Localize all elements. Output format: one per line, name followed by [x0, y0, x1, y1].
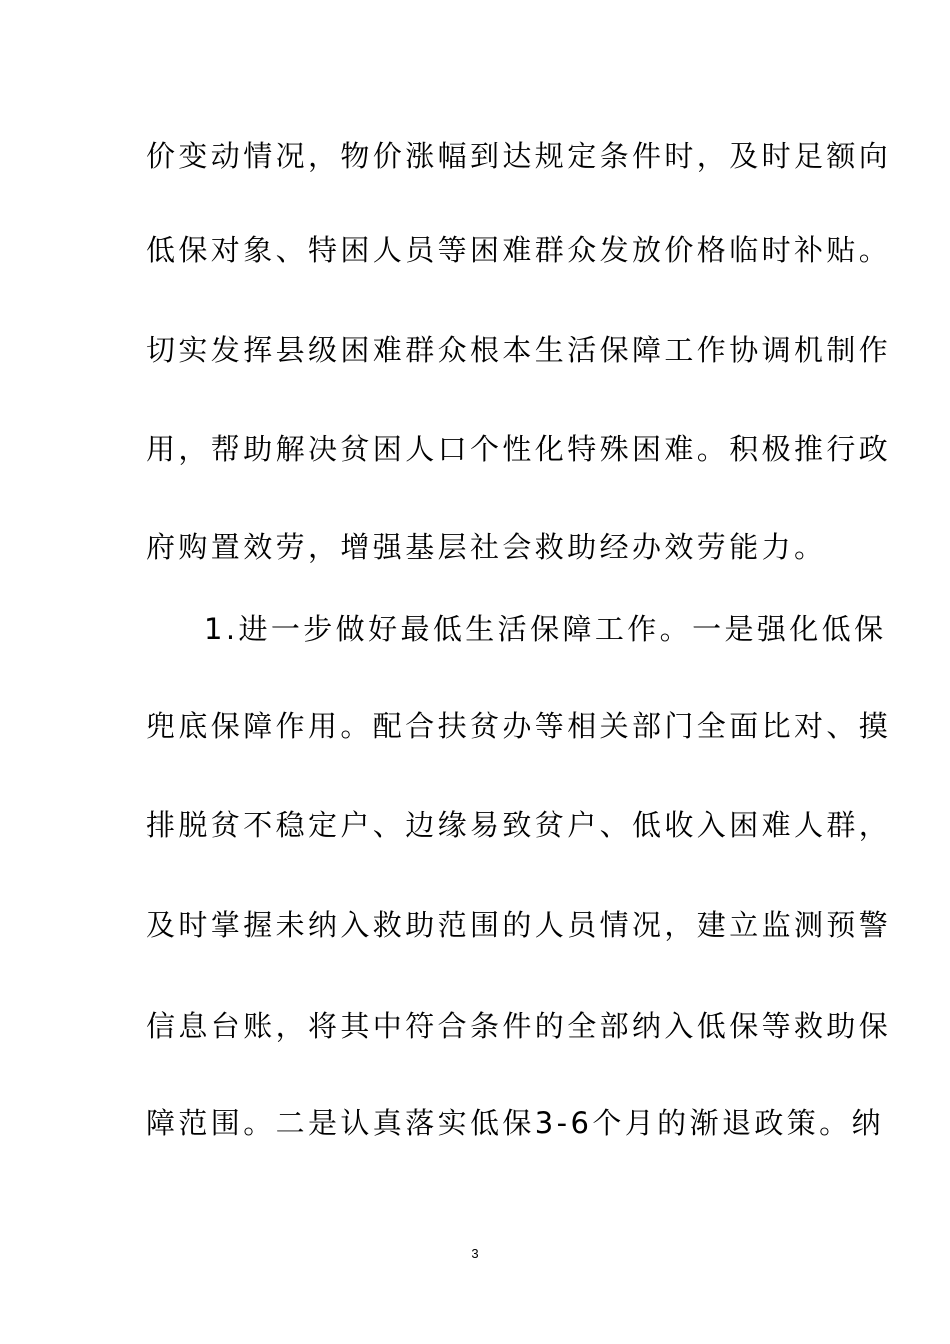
paragraph-line: 用，帮助解决贫困人口个性化特殊困难。积极推行政: [146, 432, 892, 466]
numbered-item-line: 1.进一步做好最低生活保障工作。一是强化低保: [204, 612, 887, 646]
paragraph-line: 兜底保障作用。配合扶贫办等相关部门全面比对、摸: [146, 709, 892, 743]
paragraph-line: 障范围。二是认真落实低保3-6个月的渐退政策。纳: [146, 1106, 884, 1140]
paragraph-line: 价变动情况，物价涨幅到达规定条件时，及时足额向: [146, 139, 892, 173]
page-number: 3: [471, 1246, 479, 1261]
paragraph-line: 及时掌握未纳入救助范围的人员情况，建立监测预警: [146, 908, 892, 942]
paragraph-line: 切实发挥县级困难群众根本生活保障工作协调机制作: [146, 333, 892, 367]
paragraph-line: 信息台账，将其中符合条件的全部纳入低保等救助保: [146, 1009, 892, 1043]
paragraph-line: 府购置效劳，增强基层社会救助经办效劳能力。: [146, 530, 827, 564]
paragraph-line: 低保对象、特困人员等困难群众发放价格临时补贴。: [146, 233, 892, 267]
paragraph-line: 排脱贫不稳定户、边缘易致贫户、低收入困难人群，: [146, 808, 892, 842]
